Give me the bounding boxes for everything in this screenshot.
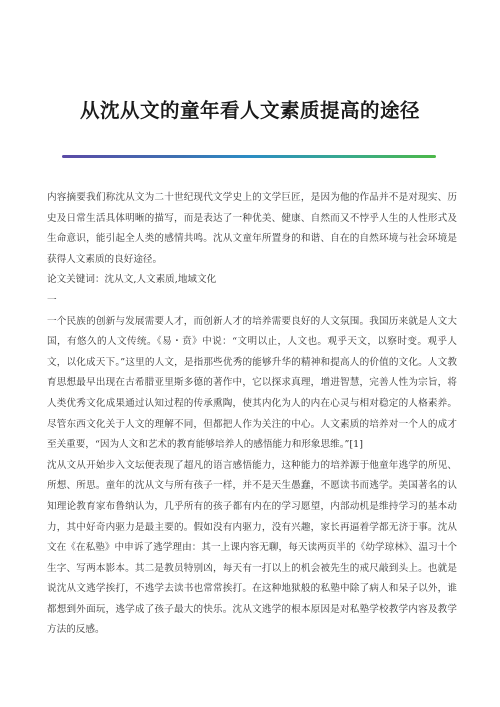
title-divider: [62, 155, 436, 158]
abstract-paragraph: 内容摘要我们称沈从文为二十世纪现代文学史上的文学巨匠，是因为他的作品并不是对现实、历史及日常生活具体明晰的描写，而是表达了一种优美、健康、自然而又不悖乎人生的人性形式及生命意识，能引起全人类的感情共鸣。沈从文童年所置身的和谐、自在的自然环境与社会环境是获得人文素质的良好途径。: [47, 192, 457, 265]
keywords-line: 论文关键词：沈从文,人文素质,地域文化: [47, 274, 217, 286]
document-title: 从沈从文的童年看人文素质提高的途径: [79, 99, 420, 122]
body-paragraph-1: 一个民族的创新与发展需要人才，而创新人才的培养需要良好的人文氛围。我国历来就是人文大国，有悠久的人文传统。《易・贲》中说：“文明以止，人文也。观乎天文，以察时变。观乎人文，以化成天下。”这里的人文，是指那些优秀的能够升华的精神和提高人的价值的文化。人文教育思想最早出现在古希腊亚里斯多德的著作中，它以探求真理，增进智慧，完善人性为宗旨，将人类优秀文化成果通过认知过程的传承熏陶，使其内化为人的内在心灵与相对稳定的人格素养。尽管东西文化关于人文的理解不同，但都把人作为关注的中心。人文素质的培养对一个人的成才至关重要，“因为人文和艺术的教育能够培养人的感悟能力和形象思维。”[1]: [47, 315, 457, 451]
document-body: [47, 188, 457, 641]
body-paragraph-2: 沈从文从开始步入文坛便表现了超凡的语言感悟能力，这种能力的培养源于他童年逃学的所见、所想、所思。童年的沈从文与所有孩子一样，并不是天生愚蠢，不愿读书而逃学。美国著名的认知理论教育家布鲁纳认为，几乎所有的孩子都有内在的学习愿望，内部动机是维持学习的基本动力，其中好奇内驱力是最主要的。假如没有内驱力，没有兴趣，家长再逼着学都无济于事。沈从文在《在私塾》中申诉了逃学理由：其一上课内容无聊，每天读两页半的《幼学琼林》、温习十个生字、写两本影本。其二是教员特别凶，每天有一打以上的机会被先生的戒尺敲到头上。也就是说沈从文逃学挨打，不逃学去读书也常常挨打。在这种地狱般的私塾中除了病人和呆子以外，谁都想到外面玩，逃学成了孩子最大的快乐。沈从文逃学的根本原因是对私塾学校教学内容及教学方法的反感。: [47, 459, 457, 636]
section-mark: 一: [47, 294, 57, 306]
